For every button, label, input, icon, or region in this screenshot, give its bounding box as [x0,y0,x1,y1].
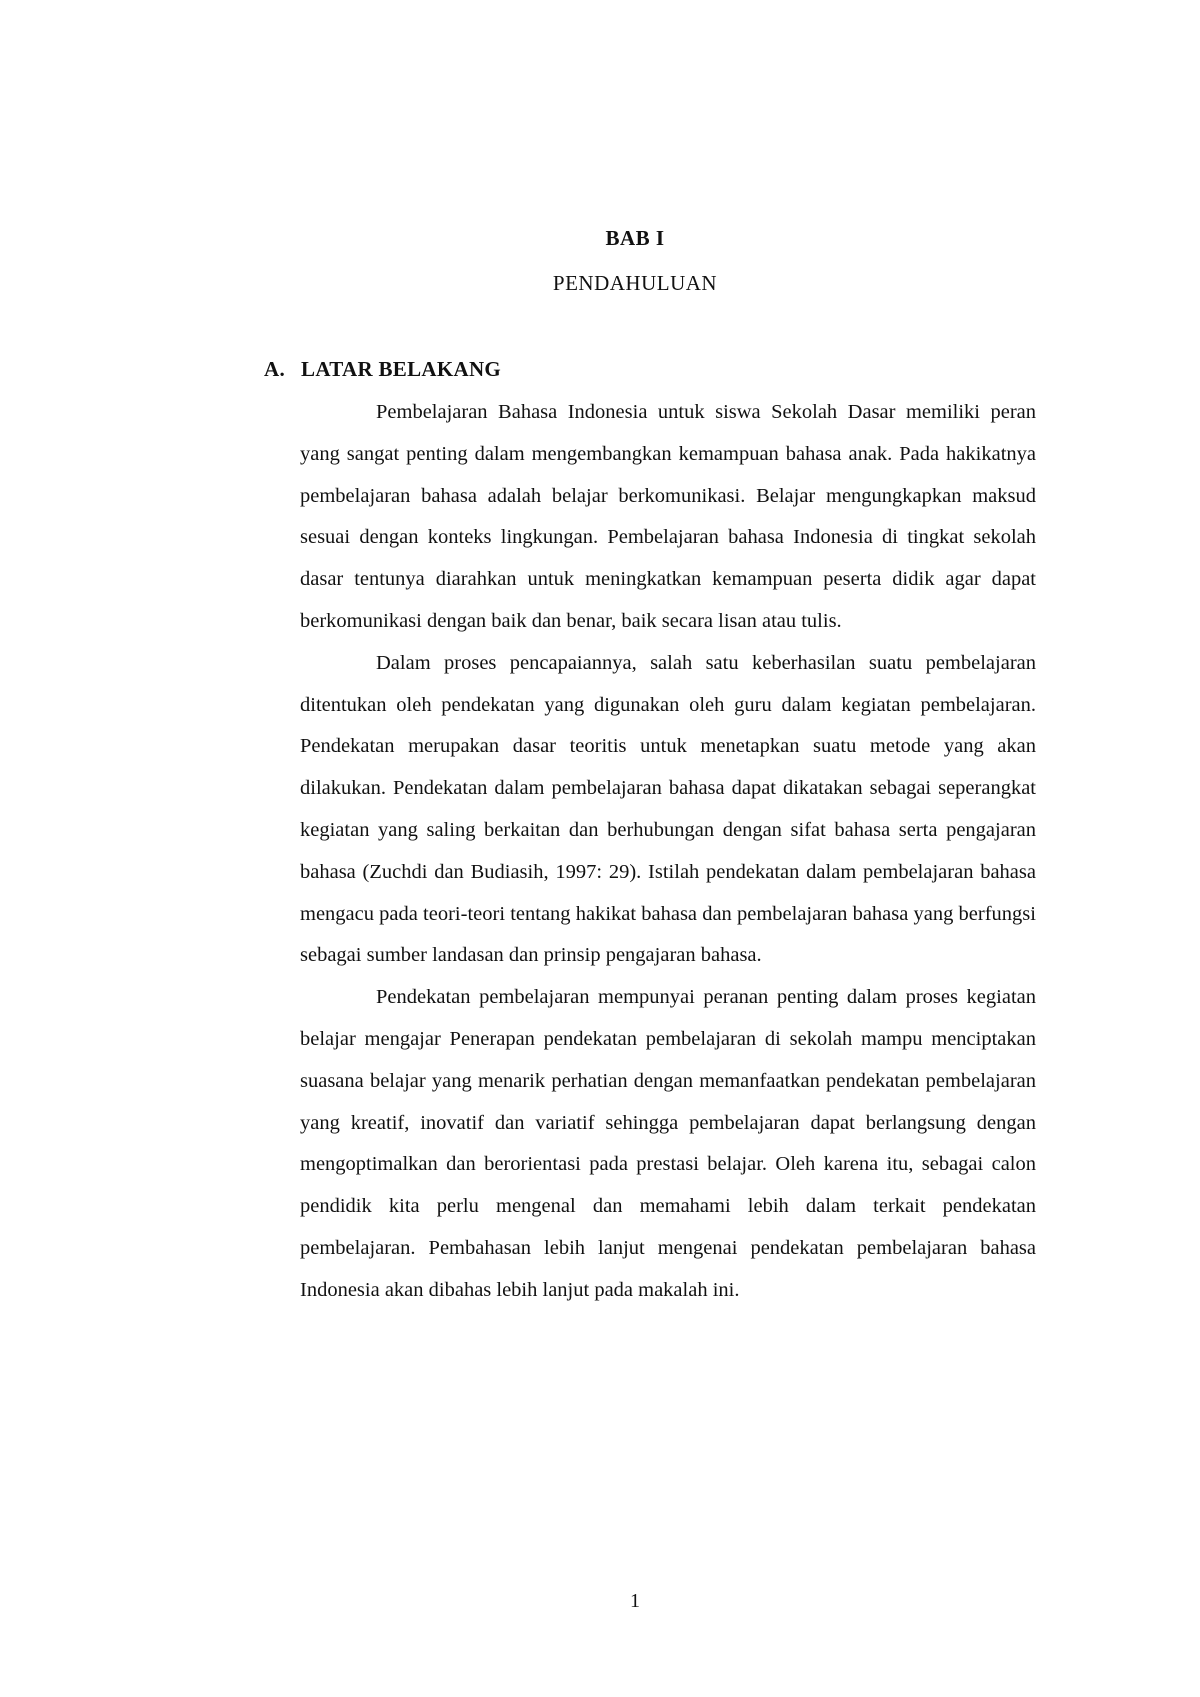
page-number: 1 [630,1590,640,1612]
chapter-title: PENDAHULUAN [552,271,718,295]
section-heading [264,357,501,382]
section-title: LATAR BELAKANG [301,357,502,381]
paragraph: Pendekatan pembelajaran mempunyai peranan penting dalam proses kegiatan belajar mengajar Penerapan pendekatan pembelajaran di sekolah mampu menciptakan suasana belajar yang menarik perhatian dengan memanfaatkan pendekatan pembelajaran yang kreatif, inovatif dan variatif sehingga pembelajaran dapat berlangsung dengan mengoptimalkan dan berorientasi pada prestasi belajar. Oleh karena itu, sebagai calon pendidik kita perlu mengenal dan memahami lebih dalam terkait pendekatan pembelajaran. Pembahasan lebih lanjut mengenai pendekatan pembelajaran bahasa Indonesia akan dibahas lebih lanjut pada makalah ini. [300,986,1036,1301]
body-text [300,392,1036,1312]
chapter-number: BAB I [605,226,665,250]
paragraph: Dalam proses pencapaiannya, salah satu keberhasilan suatu pembelajaran ditentukan oleh pendekatan yang digunakan oleh guru dalam kegiatan pembelajaran. Pendekatan merupakan dasar teoritis untuk menetapkan suatu metode yang akan dilakukan. Pendekatan dalam pembelajaran bahasa dapat dikatakan sebagai seperangkat kegiatan yang saling berkaitan dan berhubungan dengan sifat bahasa serta pengajaran bahasa (Zuchdi dan Budiasih, 1997: 29). Istilah pendekatan dalam pembelajaran bahasa mengacu pada teori-teori tentang hakikat bahasa dan pembelajaran bahasa yang berfungsi sebagai sumber landasan dan prinsip pengajaran bahasa. [300,651,1036,967]
paragraph: Pembelajaran Bahasa Indonesia untuk siswa Sekolah Dasar memiliki peran yang sangat penting dalam mengembangkan kemampuan bahasa anak. Pada hakikatnya pembelajaran bahasa adalah belajar berkomunikasi. Belajar mengungkapkan maksud sesuai dengan konteks lingkungan. Pembelajaran bahasa Indonesia di tingkat sekolah dasar tentunya diarahkan untuk meningkatkan kemampuan peserta didik agar dapat berkomunikasi dengan baik dan benar, baik secara lisan atau tulis. [300,401,1036,632]
section-letter: A. [264,357,286,381]
